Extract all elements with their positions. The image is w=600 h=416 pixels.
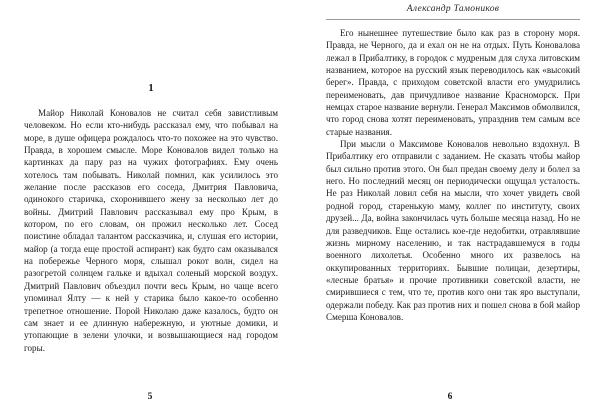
chapter-number: 1 bbox=[148, 83, 154, 94]
header-rule bbox=[326, 19, 580, 20]
left-page-body bbox=[24, 107, 278, 354]
paragraph: Майор Николай Коновалов не считал себя завистливым человеком. Но если кто-нибудь рассказал ему, что побывал на море, в душе офицера рождалось что-то похожее на это чувство. Правда, в хорошем смысле. Море Коновалов видел только на картинках да пару раз на чужих фотографиях. Ему очень хотелось там побывать. Николай помнил, как усилилось это желание после рассказов его соседа, Дмитрия Павловича, одинокого старичка, схоронившего жену за несколько лет до войны. Дмитрий Павлович рассказывал ему про Крым, в котором, по его словам, он прожил несколько лет. Сосед поистине обладал талантом рассказчика, и, слушая его истории, майор (а тогда еще простой аспирант) как будто сам оказывался на побережье Черного моря, слышал рокот волн, сидел на разогретой солнцем гальке и вдыхал соленый морской воздух. Дмитрий Павлович объездил почти весь Крым, но чаще всего упоминал Ялту — к ней у старика было какое-то особенно трепетное отношение. Порой Николаю даже казалось, будто он сам знает и ее длинную набережную, и уютные домики, и утопающие в зелени улочки, и возвышающиеся над городом горы. bbox=[24, 108, 278, 353]
running-head-author: Александр Тамоников bbox=[406, 4, 500, 14]
page-number-left: 5 bbox=[147, 392, 153, 402]
paragraph: Его нынешнее путешествие было как раз в сторону моря. Правда, не Черного, да и ехал он не на отдых. Путь Коновалова лежал в Прибалтику, в городок с мудреным для слуха литовским названием, которое на русский язык переводилось как «высокий берег». Правда, с приходом советской власти его умудрились переименовать, дав причудливое название Красноморск. При немцах старое название вернули. Генерал Максимов обмолвился, что город снова хотят переименовать, упразднив тем самым все старые названия. bbox=[326, 28, 580, 137]
right-page-body bbox=[326, 27, 580, 323]
right-page bbox=[300, 0, 600, 416]
page-number-right: 6 bbox=[447, 392, 453, 402]
paragraph: При мысли о Максимове Коновалов невольно вздохнул. В Прибалтику его отправили с заданием. Не сказать чтобы майор был сильно против этого. Он был предан своему делу и болел за него. Но последний месяц он периодически ощущал усталость. Не раз Николай ловил себя на мысли, что хочет увидеть свой родной город, старенькую маму, коллег по институту, своих друзей... Да, война закончилась чуть больше месяца назад. Но не для разведчиков. Еще остались кое-где недобитки, отравлявшие жизнь мирному населению, и так настрадавшемуся в годы военного лихолетья. Особенно много их развелось на оккупированных территориях. Бывшие полицаи, дезертиры, «лесные братья» и прочие противники советской власти, не смирившиеся с тем, что те, против кого они так яро выступали, одержали победу. Как раз против них и пошел снова в бой майор Смерша Коновалов. bbox=[326, 139, 580, 322]
left-page-header-area bbox=[24, 0, 278, 19]
